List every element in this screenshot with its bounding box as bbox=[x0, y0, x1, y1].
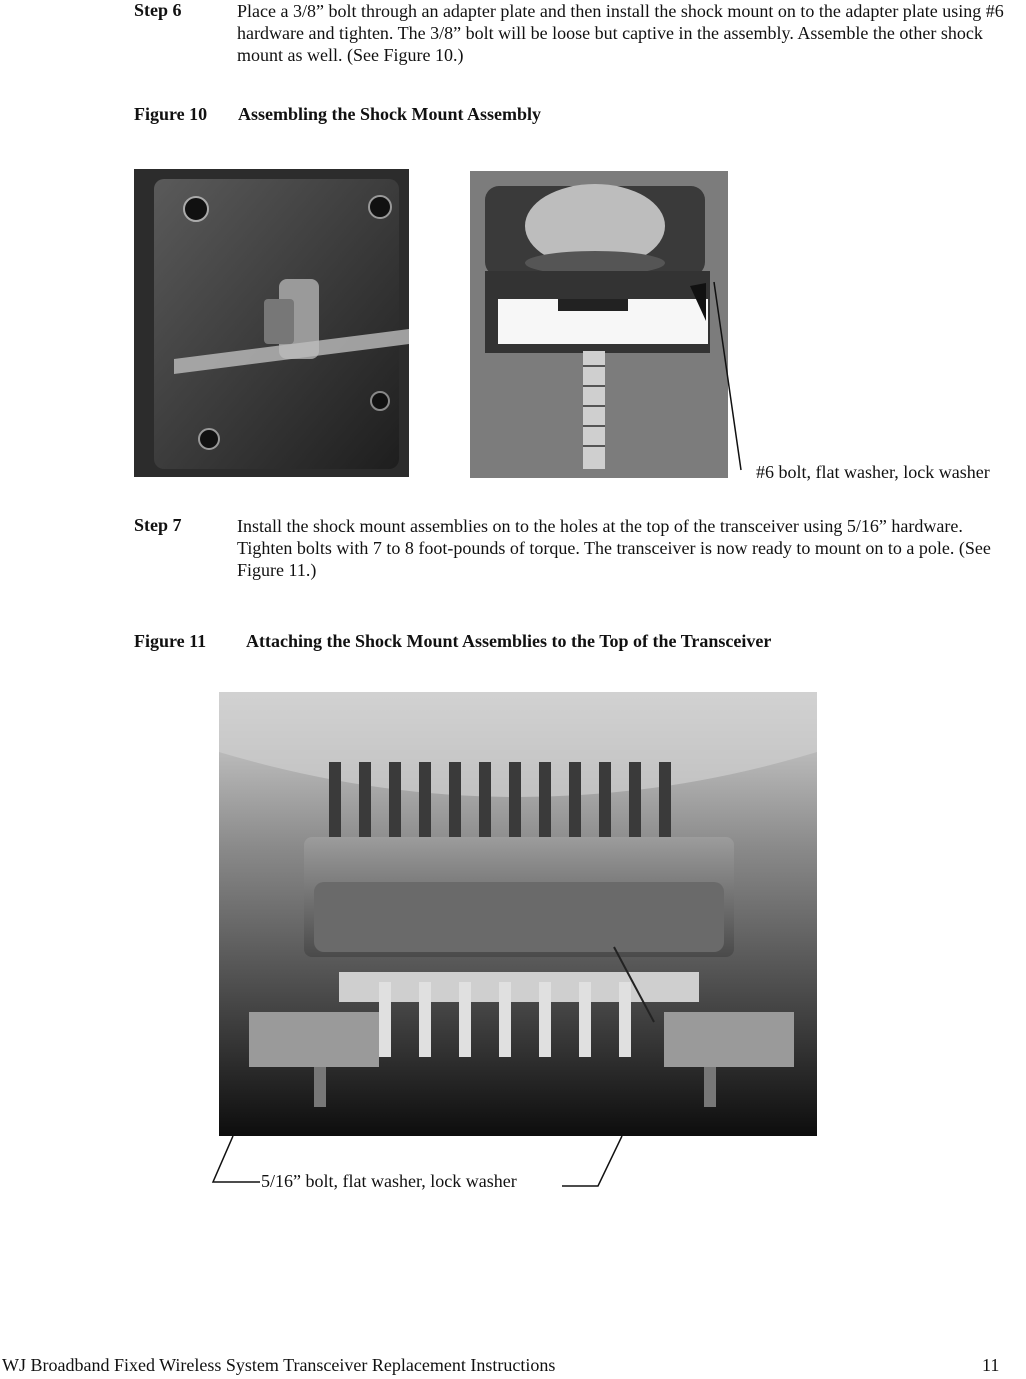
figure11-photo-transceiver bbox=[219, 692, 817, 1136]
figure10-callout-text: #6 bolt, flat washer, lock washer bbox=[756, 462, 990, 482]
footer-document-title: WJ Broadband Fixed Wireless System Transceiver Replacement Instructions bbox=[2, 1355, 556, 1375]
figure10-title: Assembling the Shock Mount Assembly bbox=[238, 104, 542, 124]
figure11-label: Figure 11 bbox=[134, 631, 207, 651]
transceiver-illustration bbox=[219, 692, 817, 1136]
figure11-title: Attaching the Shock Mount Assemblies to the Top of the Transceiver bbox=[246, 631, 772, 651]
step7-label: Step 7 bbox=[134, 515, 182, 535]
figure11-callout-text: 5/16” bolt, flat washer, lock washer bbox=[261, 1171, 517, 1191]
step6-label: Step 6 bbox=[134, 0, 182, 20]
figure10-photo-adapter-plate bbox=[134, 169, 409, 477]
figure11-callout-leader-right bbox=[560, 1134, 630, 1194]
figure10-photo-shock-mount bbox=[470, 171, 728, 478]
adapter-plate-illustration bbox=[134, 169, 409, 477]
figure10-callout-leader bbox=[712, 280, 752, 480]
step6-text: Place a 3/8” bolt through an adapter plate and then install the shock mount on to the adapter plate using #6 hardware and tighten. The 3/8” bolt will be loose but captive in the assembly. Assemble the other shock mount as well. (See Figure 10.) bbox=[237, 1, 1004, 65]
figure10-label: Figure 10 bbox=[134, 104, 208, 124]
footer-page-number: 11 bbox=[982, 1355, 1000, 1375]
figure11-callout-leader-left bbox=[208, 1134, 268, 1194]
shock-mount-illustration bbox=[470, 171, 728, 478]
step7-text: Install the shock mount assemblies on to the holes at the top of the transceiver using 5/16” hardware. Tighten bolts with 7 to 8 foot-pounds of torque. The transceiver is now ready to mount on to a pole. (See Figure 11.) bbox=[237, 516, 991, 580]
